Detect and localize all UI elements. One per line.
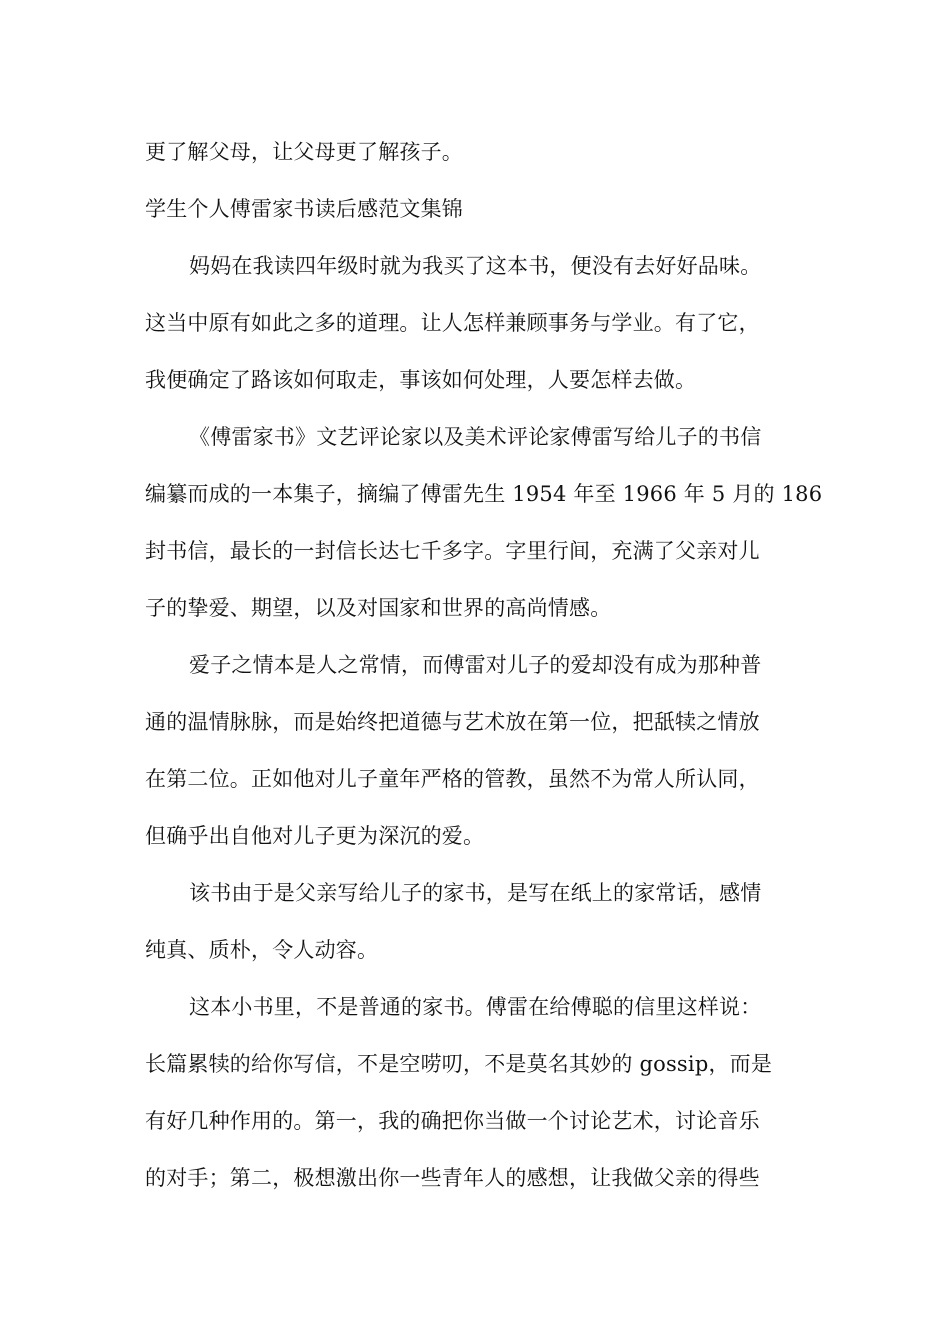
text-line: 编纂而成的一本集子，摘编了傅雷先生 1954 年至 1966 年 5 月的 186 <box>145 482 823 506</box>
text-line: 妈妈在我读四年级时就为我买了这本书，便没有去好好品味。 <box>189 254 762 278</box>
text-line: 通的温情脉脉，而是始终把道德与艺术放在第一位，把舐犊之情放 <box>145 710 760 734</box>
text-line: 封书信，最长的一封信长达七千多字。字里行间，充满了父亲对儿 <box>145 539 760 563</box>
text-line: 但确乎出自他对儿子更为深沉的爱。 <box>145 824 485 848</box>
text-line: 该书由于是父亲写给儿子的家书，是写在纸上的家常话，感情 <box>189 881 762 905</box>
text-line: 长篇累犊的给你写信，不是空唠叨，不是莫名其妙的 gossip，而是 <box>145 1052 773 1076</box>
text-line: 的对手；第二，极想激出你一些青年人的感想，让我做父亲的得些 <box>145 1166 760 1190</box>
text-line: 在第二位。正如他对儿子童年严格的管教，虽然不为常人所认同， <box>145 767 760 791</box>
text-line: 这当中原有如此之多的道理。让人怎样兼顾事务与学业。有了它， <box>145 311 760 335</box>
section-heading: 学生个人傅雷家书读后感范文集锦 <box>145 197 463 221</box>
text-line: 有好几种作用的。第一，我的确把你当做一个讨论艺术，讨论音乐 <box>145 1109 760 1133</box>
text-line: 纯真、质朴，令人动容。 <box>145 938 379 962</box>
text-line: 子的挚爱、期望，以及对国家和世界的高尚情感。 <box>145 596 612 620</box>
text-line: 爱子之情本是人之常情，而傅雷对儿子的爱却没有成为那种普 <box>189 653 762 677</box>
text-line: 我便确定了路该如何取走，事该如何处理，人要怎样去做。 <box>145 368 697 392</box>
text-line: 这本小书里，不是普通的家书。傅雷在给傅聪的信里这样说： <box>189 995 762 1019</box>
text-line: 《傅雷家书》文艺评论家以及美术评论家傅雷写给儿子的书信 <box>189 425 762 449</box>
text-line: 更了解父母，让父母更了解孩子。 <box>145 140 463 164</box>
